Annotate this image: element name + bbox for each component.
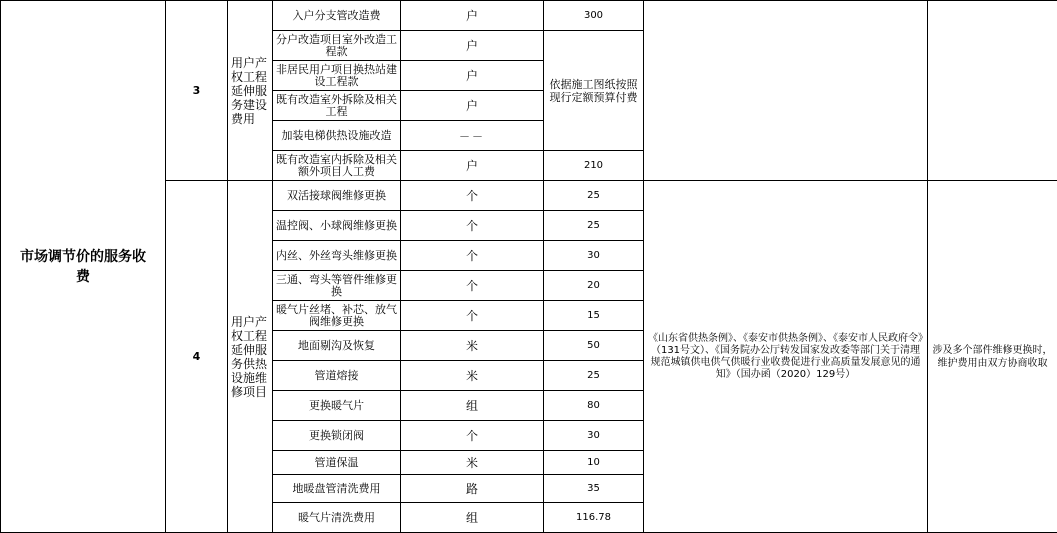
item-unit: 户 xyxy=(401,61,544,91)
legal-basis: 《山东省供热条例》、《泰安市供热条例》、《泰安市人民政府令》（131号文）、《国务院办公厅转发国家发改委等部门关于清理规范城镇供电供气供暖行业收费促进行业高质量发展意见的通知》（国办函（2020）129号） xyxy=(644,181,928,533)
group-name: 用户产权工程延伸服务供热设施维修项目 xyxy=(228,181,273,533)
item-unit: 个 xyxy=(401,421,544,451)
item-unit: 个 xyxy=(401,181,544,211)
item-name: 非居民用户项目换热站建设工程款 xyxy=(273,61,401,91)
item-unit: 组 xyxy=(401,503,544,533)
category-cell: 市场调节价的服务收费 xyxy=(1,1,166,533)
item-unit: 户 xyxy=(401,31,544,61)
item-name: 温控阀、小球阀维修更换 xyxy=(273,211,401,241)
item-price: 25 xyxy=(544,361,644,391)
item-price: 300 xyxy=(544,1,644,31)
item-price: 25 xyxy=(544,181,644,211)
item-unit: 个 xyxy=(401,301,544,331)
item-unit: 米 xyxy=(401,361,544,391)
item-name: 暖气片丝堵、补芯、放气阀维修更换 xyxy=(273,301,401,331)
item-price: 25 xyxy=(544,211,644,241)
item-unit: 个 xyxy=(401,271,544,301)
item-name: 更换锁闭阀 xyxy=(273,421,401,451)
row-number: 4 xyxy=(166,181,228,533)
item-name: 内丝、外丝弯头维修更换 xyxy=(273,241,401,271)
item-name: 入户分支管改造费 xyxy=(273,1,401,31)
item-name: 管道保温 xyxy=(273,451,401,475)
item-name: 地暖盘管清洗费用 xyxy=(273,475,401,503)
item-name: 地面剔沟及恢复 xyxy=(273,331,401,361)
item-name: 加装电梯供热设施改造 xyxy=(273,121,401,151)
item-unit: 户 xyxy=(401,1,544,31)
item-price: 116.78 xyxy=(544,503,644,533)
item-price: 10 xyxy=(544,451,644,475)
item-price: 20 xyxy=(544,271,644,301)
item-price: 30 xyxy=(544,421,644,451)
item-price: 30 xyxy=(544,241,644,271)
item-price: 35 xyxy=(544,475,644,503)
item-name: 更换暖气片 xyxy=(273,391,401,421)
item-unit: 米 xyxy=(401,331,544,361)
item-unit: 个 xyxy=(401,211,544,241)
item-name: 三通、弯头等管件维修更换 xyxy=(273,271,401,301)
group-name: 用户产权工程延伸服务建设费用 xyxy=(228,1,273,181)
item-price: 80 xyxy=(544,391,644,421)
item-name: 既有改造室外拆除及相关工程 xyxy=(273,91,401,121)
row-number: 3 xyxy=(166,1,228,181)
note-cell-empty xyxy=(928,1,1057,181)
item-price: 210 xyxy=(544,151,644,181)
item-name: 分户改造项目室外改造工程款 xyxy=(273,31,401,61)
item-unit: 米 xyxy=(401,451,544,475)
item-price: 15 xyxy=(544,301,644,331)
item-unit: 个 xyxy=(401,241,544,271)
law-cell-empty xyxy=(644,1,928,181)
item-name: 双活接球阀维修更换 xyxy=(273,181,401,211)
item-name: 暖气片清洗费用 xyxy=(273,503,401,533)
remark-note: 涉及多个部件维修更换时，维护费用由双方协商收取 xyxy=(928,181,1057,533)
item-name: 管道熔接 xyxy=(273,361,401,391)
item-price: 50 xyxy=(544,331,644,361)
price-basis: 依据施工图纸按照现行定额预算付费 xyxy=(544,31,644,151)
item-name: 既有改造室内拆除及相关额外项目人工费 xyxy=(273,151,401,181)
item-unit: 户 xyxy=(401,91,544,121)
item-unit: －－ xyxy=(401,121,544,151)
table-row xyxy=(1,1,1057,31)
item-unit: 路 xyxy=(401,475,544,503)
item-unit: 组 xyxy=(401,391,544,421)
item-unit: 户 xyxy=(401,151,544,181)
